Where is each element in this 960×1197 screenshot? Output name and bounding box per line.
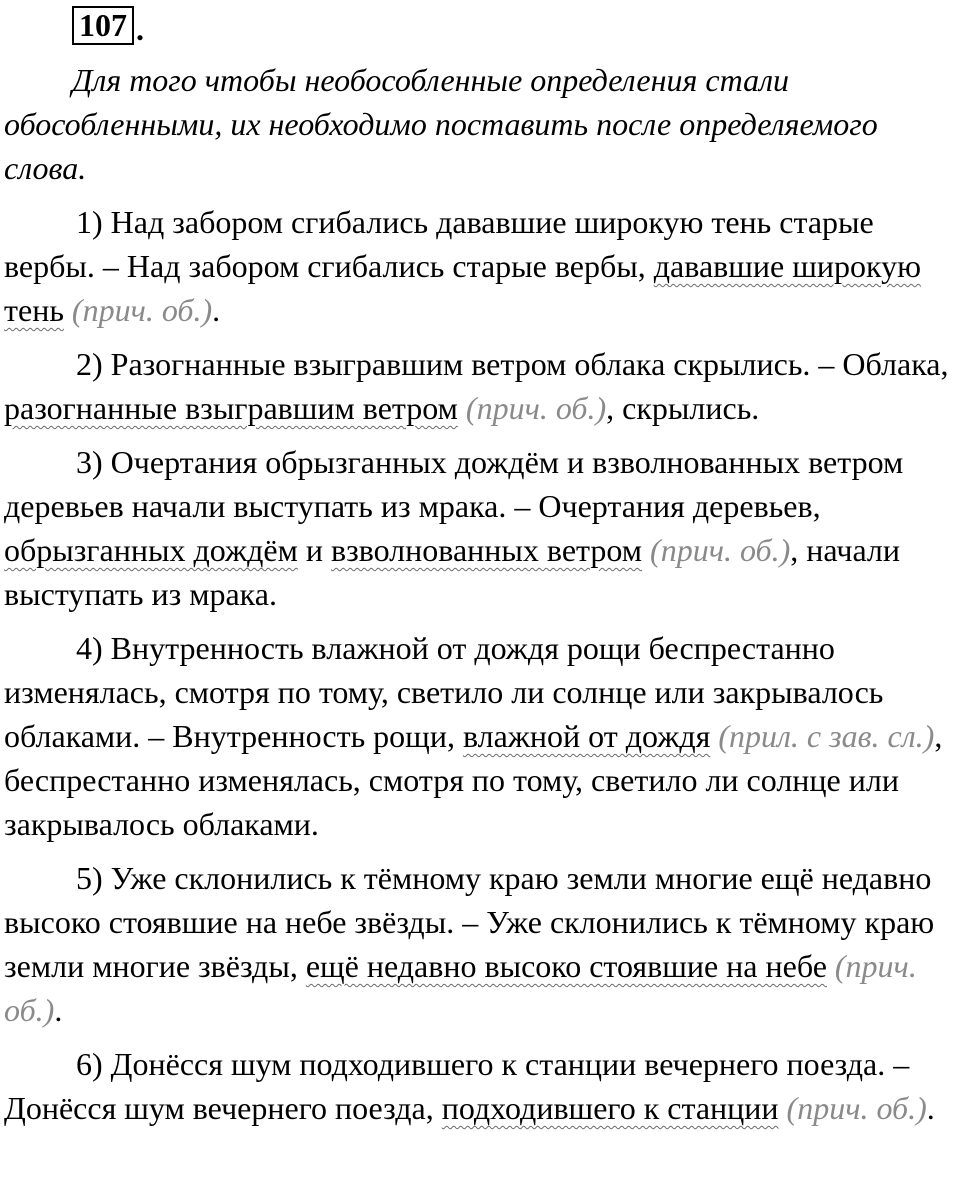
participial-phrase: дававшие широкую тень bbox=[4, 248, 921, 328]
participial-phrase-second: взволнованных ветром bbox=[330, 532, 643, 568]
sentence-end: , начали выступать из мрака. bbox=[4, 532, 901, 612]
note-separator bbox=[458, 390, 466, 426]
answer-list bbox=[4, 200, 956, 1140]
exercise-header bbox=[72, 6, 144, 45]
grammar-note: (прич. об.) bbox=[71, 292, 213, 328]
exercise-number-dot: . bbox=[136, 11, 144, 47]
grammar-note: (прич. об.) bbox=[786, 1090, 927, 1126]
grammar-note: (прич. об.) bbox=[465, 390, 607, 426]
sentence-text: 6) Донёсся шум подходившего к станции вечернего поезда. – Донёсся шум вечернего поезда, bbox=[4, 1046, 910, 1126]
note-separator bbox=[642, 532, 650, 568]
participial-phrase: разогнанные взыгравшим ветром bbox=[4, 390, 458, 426]
sentence-end: , скрылись. bbox=[606, 390, 760, 426]
answer-item-6 bbox=[4, 1042, 956, 1130]
participial-phrase: ещё недавно высоко стоявшие на небе bbox=[305, 948, 827, 984]
sentence-end: . bbox=[212, 292, 221, 328]
participial-phrase: подходившего к станции bbox=[441, 1090, 779, 1126]
exercise-number-box: 107 bbox=[72, 6, 134, 45]
sentence-text: 1) Над забором сгибались дававшие широкую тень старые вербы. – Над забором сгибались старые вербы, bbox=[4, 204, 874, 284]
answer-item-1 bbox=[4, 200, 956, 332]
sentence-text: 2) Разогнанные взыгравшим ветром облака скрылись. – Облака, bbox=[76, 346, 949, 382]
exercise-instruction: Для того чтобы необособленные определения стали обособленными, их необходимо поставить после определяемого слова. bbox=[4, 62, 878, 186]
answer-item-2 bbox=[4, 342, 956, 430]
sentence-end: . bbox=[926, 1090, 935, 1126]
answer-item-4 bbox=[4, 626, 956, 846]
participial-phrase: обрызганных дождём bbox=[4, 532, 298, 568]
sentence-text: 3) Очертания обрызганных дождём и взволнованных ветром деревьев начали выступать из мрака. – Очертания деревьев, bbox=[4, 444, 904, 524]
note-separator bbox=[779, 1090, 787, 1126]
grammar-note: (прич. об.) bbox=[650, 532, 791, 568]
grammar-note: (прич. об.) bbox=[4, 948, 917, 1028]
note-separator bbox=[64, 292, 72, 328]
answer-item-3 bbox=[4, 440, 956, 616]
grammar-note: (прил. с зав. сл.) bbox=[718, 718, 935, 754]
note-separator bbox=[827, 948, 835, 984]
answer-item-5 bbox=[4, 856, 956, 1032]
sentence-text: 4) Внутренность влажной от дождя рощи беспрестанно изменялась, смотря по тому, светило ли солнце или закрывалось облаками. – Внутренность рощи, bbox=[4, 630, 884, 754]
sentence-text: 5) Уже склонились к тёмному краю земли многие ещё недавно высоко стоявшие на небе звёзды. – Уже склонились к тёмному краю земли многие звёзды, bbox=[4, 860, 935, 984]
sentence-end: . bbox=[54, 992, 63, 1028]
adjective-phrase: влажной от дождя bbox=[462, 718, 711, 754]
sentence-end: , беспрестанно изменялась, смотря по тому, светило ли солнце или закрывалось облаками. bbox=[4, 718, 943, 842]
conjunction-text: и bbox=[297, 532, 331, 568]
